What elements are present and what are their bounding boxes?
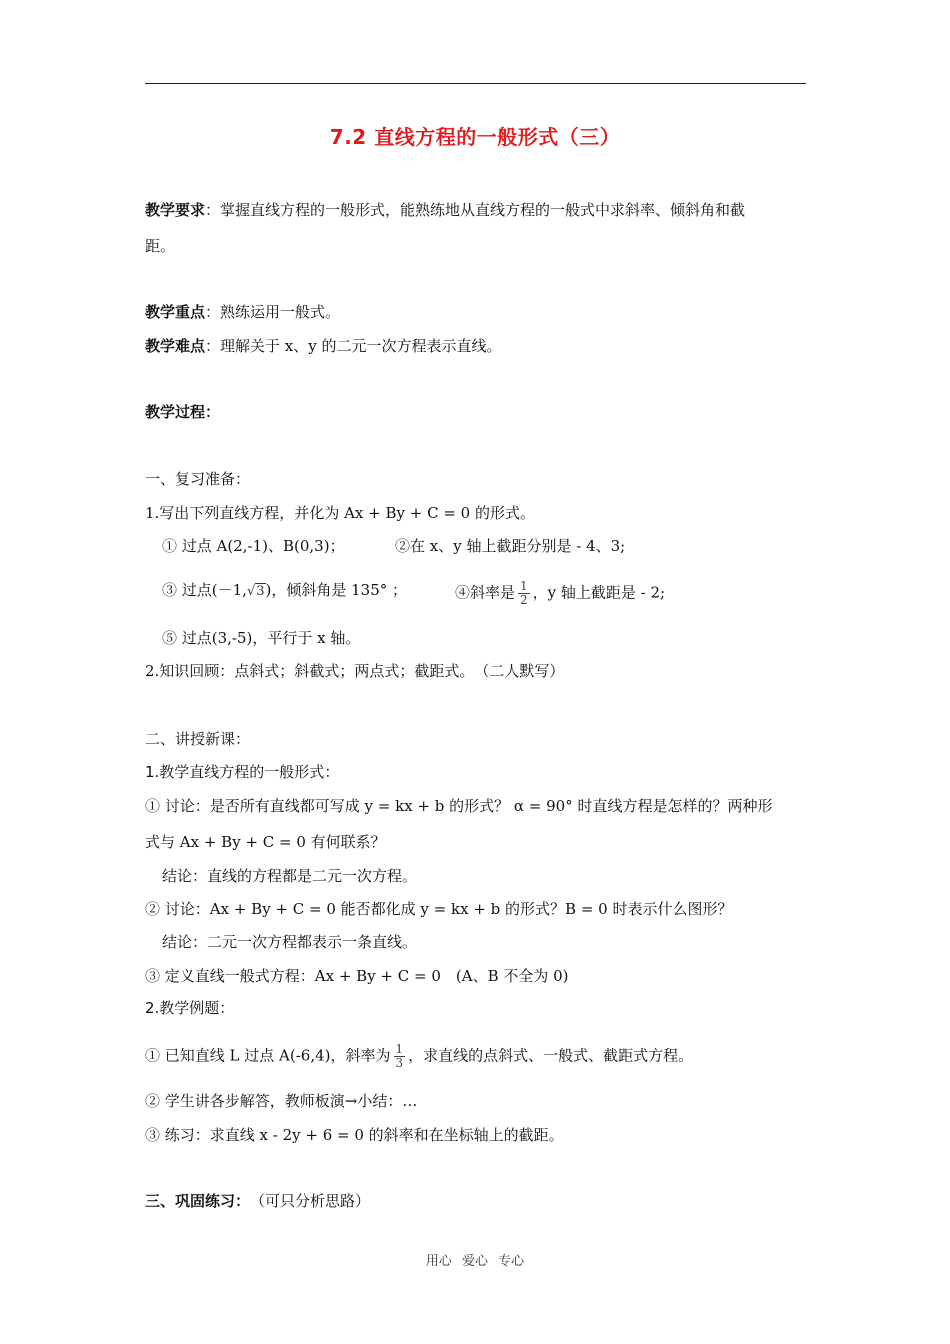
requirements-label: 教学要求 xyxy=(145,201,206,219)
requirements-text-cont: 距。 xyxy=(145,237,176,255)
definition: ③ 定义直线一般式方程：Ax + By + C = 0 (A、B 不全为 0) xyxy=(145,967,569,985)
review-item-2: 2.知识回顾：点斜式；斜截式；两点式；截距式。 （二人默写） xyxy=(145,662,565,680)
requirements-text: ：掌握直线方程的一般形式，能熟练地从直线方程的一般式中求斜率、倾斜角和截 xyxy=(205,201,746,219)
key-point-text: ：熟练运用一般式。 xyxy=(205,303,341,321)
sqrt-radicand: 3 xyxy=(256,584,265,599)
key-point-line xyxy=(145,302,340,322)
review-sub-5: ⑤ 过点(3,-5)，平行于 x 轴。 xyxy=(162,629,361,647)
consolidate-line xyxy=(145,1191,370,1211)
fraction-one-third: $\frac{1}{3}$ xyxy=(395,1042,404,1070)
review-sub-2: ②在 x、y 轴上截距分别是 - 4、3; xyxy=(395,537,626,555)
difficulty-line xyxy=(145,336,502,356)
process-label: 教学过程： xyxy=(145,403,221,421)
difficulty-text: ：理解关于 x、y 的二元一次方程表示直线。 xyxy=(205,337,502,355)
difficulty-label: 教学难点 xyxy=(145,337,206,355)
discussion-2: ② 讨论：Ax + By + C = 0 能否都化成 y = kx + b 的形式？B = 0 时表示什么图形？ xyxy=(145,900,733,918)
example-2: ② 学生讲各步解答，教师板演→小结：… xyxy=(145,1092,418,1110)
consolidate-label: 三、巩固练习： xyxy=(145,1192,243,1210)
page-title: 7.2 直线方程的一般形式（三） xyxy=(329,125,621,149)
conclusion-1: 结论：直线的方程都是二元一次方程。 xyxy=(162,867,418,885)
review-sub-3 xyxy=(162,580,407,602)
new-section-1: 1.教学直线方程的一般形式： xyxy=(145,763,340,781)
review-item-1: 1.写出下列直线方程，并化为 Ax + By + C = 0 的形式。 xyxy=(145,504,535,522)
header-rule xyxy=(145,83,806,84)
sqrt-expression: √3 xyxy=(246,584,265,599)
key-point-label: 教学重点 xyxy=(145,303,206,321)
review-sub-4-suffix: ，y 轴上截距是 - 2; xyxy=(532,583,666,602)
discussion-1-cont: 式与 Ax + By + C = 0 有何联系？ xyxy=(145,833,386,851)
fraction-one-half: $\frac{1}{2}$ xyxy=(520,579,528,607)
page-footer: 用心 爱心 专心 xyxy=(425,1254,525,1269)
consolidate-note: （可只分析思路） xyxy=(242,1192,371,1210)
new-lesson-heading: 二、讲授新课： xyxy=(145,730,251,748)
example-1 xyxy=(145,1043,693,1070)
new-section-2: 2.教学例题： xyxy=(145,999,235,1017)
example-1-prefix: ① 已知直线 L 过点 A(-6,4)，斜率为 xyxy=(145,1046,391,1065)
review-sub-3-prefix: ③ 过点(－1, xyxy=(162,581,247,599)
example-3: ③ 练习：求直线 x - 2y + 6 = 0 的斜率和在坐标轴上的截距。 xyxy=(145,1126,564,1144)
review-sub-4-prefix: ④斜率是 xyxy=(455,583,516,602)
review-sub-1: ① 过点 A(2,-1)、B(0,3)； xyxy=(162,537,345,555)
discussion-1: ① 讨论：是否所有直线都可写成 y = kx + b 的形式？ α = 90° 时直线方程是怎样的？两种形 xyxy=(145,797,773,815)
requirements-line xyxy=(145,200,745,220)
review-sub-4 xyxy=(455,580,665,607)
review-sub-3-suffix: )，倾斜角是 135° ； xyxy=(265,581,408,599)
review-heading: 一、复习准备： xyxy=(145,470,251,488)
conclusion-2: 结论：二元一次方程都表示一条直线。 xyxy=(162,933,418,951)
example-1-suffix: ，求直线的点斜式、一般式、截距式方程。 xyxy=(408,1046,694,1065)
